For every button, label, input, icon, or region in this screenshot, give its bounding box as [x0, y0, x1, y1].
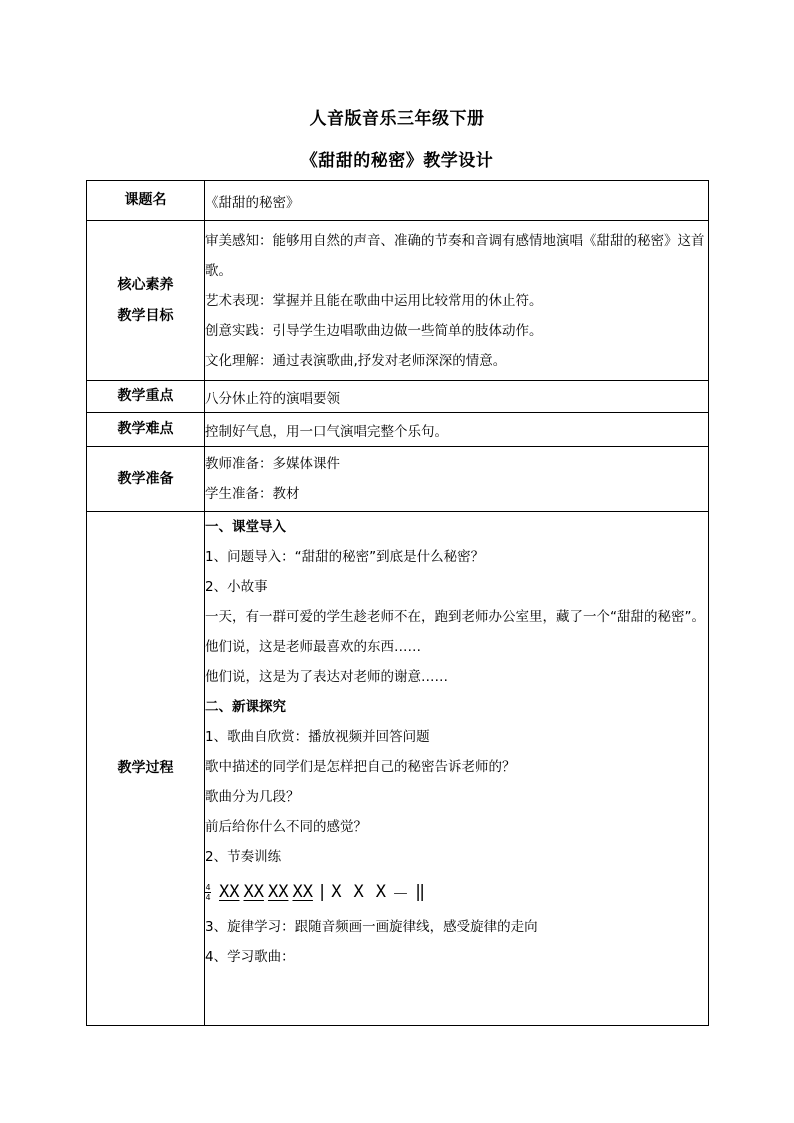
- value-goals: [205, 221, 709, 381]
- intro-question: 1、问题导入：“甜甜的秘密”到底是什么秘密？: [205, 549, 485, 565]
- row-preparation: [87, 447, 709, 512]
- explore-line: 前后给你什么不同的感觉？: [205, 819, 367, 835]
- story-line: 一天，有一群可爱的学生趁老师不在，跑到老师办公室里，藏了一个“甜甜的秘密”。: [205, 609, 705, 625]
- label-goals: [87, 221, 205, 381]
- explore-line: 歌中描述的同学们是怎样把自己的秘密告诉老师的？: [205, 759, 516, 775]
- prep-teacher: 教师准备：多媒体课件: [205, 456, 340, 472]
- rhythm-quarter-note: X: [353, 882, 364, 902]
- row-key-point: [87, 381, 709, 413]
- rhythm-quarter-note: X: [375, 882, 386, 902]
- label-goals-line1: 核心素养: [117, 276, 174, 293]
- explore-line: 歌曲分为几段？: [205, 789, 300, 805]
- value-difficulty: 控制好气息，用一口气演唱完整个乐句。: [205, 413, 709, 447]
- story-line: 他们说，这是为了表达对老师的谢意……: [205, 669, 448, 685]
- value-topic: 《甜甜的秘密》: [205, 181, 709, 221]
- rhythm-quarter-note: X: [331, 882, 342, 902]
- label-process: 教学过程: [87, 512, 205, 1026]
- section-intro-heading: 一、课堂导入: [205, 519, 286, 535]
- learn-song-line: 4、学习歌曲：: [205, 949, 295, 965]
- goal-creativity: 创意实践：引导学生边唱歌曲边做一些简单的肢体动作。: [205, 322, 543, 339]
- rhythm-eighth-pair: XX: [292, 882, 313, 902]
- row-difficulty: [87, 413, 709, 447]
- lesson-plan-table: [86, 180, 709, 1026]
- label-difficulty: 教学难点: [87, 413, 205, 447]
- doc-title-line1: 人音版音乐三年级下册: [309, 109, 485, 129]
- story-line: 他们说，这是老师最喜欢的东西……: [205, 639, 421, 655]
- row-goals: [87, 221, 709, 381]
- label-goals-line2: 教学目标: [117, 307, 174, 324]
- rhythm-final-barline: ‖: [414, 882, 426, 902]
- prep-student: 学生准备：教材: [205, 486, 300, 502]
- goal-culture: 文化理解：通过表演歌曲,抒发对老师深深的情意。: [205, 352, 507, 369]
- rhythm-barline: |: [316, 882, 328, 902]
- rhythm-eighth-pair: XX: [219, 882, 240, 902]
- row-topic: [87, 181, 709, 221]
- label-preparation: 教学准备: [87, 447, 205, 512]
- value-preparation: [205, 447, 709, 512]
- time-signature-top: 4: [205, 882, 211, 892]
- row-process: [87, 512, 709, 1026]
- value-process: [205, 512, 709, 1026]
- goal-expression: 艺术表现：掌握并且能在歌曲中运用比较常用的休止符。: [205, 292, 543, 309]
- goal-aesthetic: 审美感知：能够用自然的声音、准确的节奏和音调有感情地演唱《甜甜的秘密》这首歌。: [205, 232, 705, 279]
- rhythm-notation: [205, 872, 708, 912]
- doc-title-line2: 《甜甜的秘密》教学设计: [300, 151, 494, 171]
- rhythm-eighth-pair: XX: [267, 882, 289, 902]
- explore-line: 2、节奏训练: [205, 849, 282, 865]
- melody-line: 3、旋律学习：跟随音频画一画旋律线，感受旋律的走向: [205, 919, 538, 935]
- rhythm-dash: －: [391, 884, 409, 905]
- rhythm-eighth-pair: XX: [243, 882, 264, 902]
- label-key-point: 教学重点: [87, 381, 205, 413]
- value-key-point: 八分休止符的演唱要领: [205, 381, 709, 413]
- section-explore-heading: 二、新课探究: [205, 699, 286, 715]
- explore-line: 1、歌曲自欣赏：播放视频并回答问题: [205, 729, 430, 745]
- time-signature: [205, 883, 211, 902]
- label-topic: 课题名: [87, 181, 205, 221]
- time-signature-bottom: 4: [205, 892, 211, 902]
- intro-story-heading: 2、小故事: [205, 579, 268, 595]
